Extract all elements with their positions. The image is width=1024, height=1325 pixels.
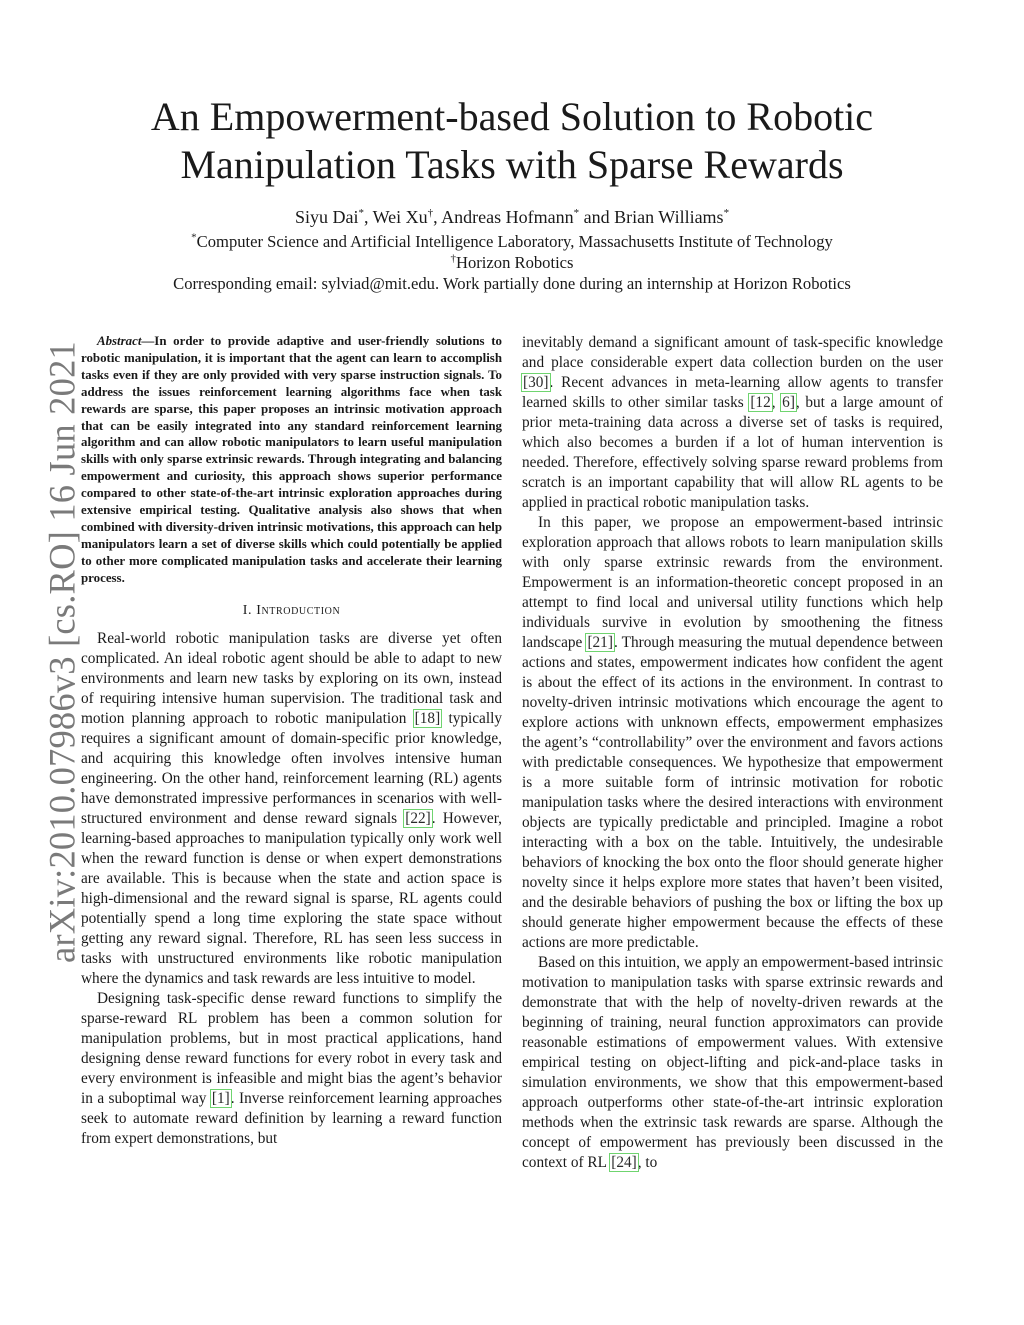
intro-paragraph-3: In this paper, we propose an empowerment-based intrinsic exploration approach that allows robots to learn manipulation skills with only sparse extrinsic rewards from the environment. Empowerment is an information-theoretic concept proposed in an attempt to find local and universal utility functions which help individuals survive in evolution by smoothening the fitness landscape [21]. Through measuring the mutual dependence between actions and states, empowerment indicates how confident the agent is about the effect of its actions in the environment. In contrast to novelty-driven intrinsic motivations which encourage the agent to explore actions with unknown effects, empowerment emphasizes the agent’s “controllability” over the environment and favors actions with predictable consequences. We hypothesize that empowerment is a more suitable form of intrinsic motivation for robotic manipulation tasks where the desired interactions with environment objects are typically predictable and principled. Imagine a robot interacting with a box on the table. Intuitively, the undesirable behaviors of knocking the box onto the floor should generate higher novelty since it helps explore more states that haven’t been visited, and the desirable behaviors of pushing the box or lifting the box up should generate higher empowerment because the effects of these actions are more predictable. (522, 514, 943, 951)
left-column (81, 333, 502, 1149)
title-line-2: Manipulation Tasks with Sparse Rewards (180, 142, 844, 187)
abstract-text: —In order to provide adaptive and user-friendly solutions to robotic manipulation, it is important that the agent can learn to accomplish tasks even if they are only provided with very sparse instruction signals. To address the issues reinforcement learning algorithms face when task rewards are sparse, this paper proposes an intrinsic motivation approach that can be easily integrated into any standard reinforcement learning algorithm and can allow robotic manipulators to learn useful manipulation skills with only sparse extrinsic rewards. Through integrating and balancing empowerment and curiosity, this approach shows superior performance compared to other state-of-the-art intrinsic exploration approaches during extensive empirical testing. Qualitative analysis also shows that when combined with diversity-driven intrinsic motivations, this approach can help manipulators learn a set of diverse skills which could potentially be applied to other more complicated manipulation tasks and accelerate their learning process. (81, 334, 502, 585)
intro-paragraph-2: Designing task-specific dense reward functions to simplify the sparse-reward RL problem has been a common solution for manipulation problems, but in most practical applications, hand designing dense reward functions for every robot in every task and every environment is infeasible and might bias the agent’s behavior in a suboptimal way [1]. Inverse reinforcement learning approaches seek to automate reward definition by learning a reward function from expert demonstrations, but (81, 989, 502, 1147)
citation-link[interactable]: [22] (405, 809, 431, 827)
paper-title (100, 93, 924, 189)
citation-link[interactable]: [24] (611, 1154, 637, 1171)
corresponding-email: Corresponding email: sylviad@mit.edu. Work partially done during an internship at Horizon Robotics (173, 274, 851, 293)
abstract-label: Abstract (97, 334, 142, 348)
author-list (100, 207, 924, 228)
author-siyu-dai: Siyu Dai (294, 207, 359, 227)
intro-paragraph-1: Real-world robotic manipulation tasks are diverse yet often complicated. An ideal robotic agent should be able to adapt to new environments and learn new tasks by exploring on its own, instead of requiring intensive human supervision. The traditional task and motion planning approach to robotic manipulation [18] typically requires a significant amount of domain-specific prior knowledge, and acquiring this knowledge often involves intensive human engineering. On the other hand, reinforcement learning (RL) agents have demonstrated impressive performances in scenarios with well-structured environment and dense reward signals [22]. However, learning-based approaches to manipulation typically only work well when the reward function is dense or when expert demonstrations are available. This is because when the state and action space is high-dimensional and the reward signal is sparse, RL agents could potentially spend a long time exploring the state space without getting any reward signal. Therefore, RL has seen less success in tasks with unstructured environments like robotic manipulation where the dynamics and task rewards are less intuitive to model. (81, 629, 502, 987)
intro-paragraph-2-continued: inevitably demand a significant amount of task-specific knowledge and place considerable expert data collection burden on the user [30]. Recent advances in meta-learning allow agents to transfer learned skills to other similar tasks [12, 6], but a large amount of prior meta-training data across a diverse set of tasks is required, which also becomes a burden if a lot of human intervention is needed. Therefore, effectively solving sparse reward problems from scratch is an important capability that will allow RL agents to be applied in practical robotic manipulation tasks. (522, 334, 944, 511)
right-column (522, 333, 943, 1173)
intro-paragraph-4: Based on this intuition, we apply an empowerment-based intrinsic motivation to manipulation tasks with sparse extrinsic rewards and demonstrate that with the help of novelty-driven rewards at the beginning of training, neural function approximators can provide reasonable estimations of empowerment values. With extensive empirical testing on object-lifting and pick-and-place tasks in simulation environments, we show that this empowerment-based approach outperforms other state-of-the-art intrinsic exploration methods when the extrinsic task rewards are sparse. Although the concept of empowerment has previously been discussed in the context of RL [24], to (522, 954, 943, 1171)
author-block (100, 207, 924, 294)
affiliation-mit: *Computer Science and Artificial Intelligence Laboratory, Massachusetts Institute of Technology (191, 231, 833, 251)
section-heading-introduction: I. Introduction (242, 602, 341, 618)
citation-link[interactable]: [18] (414, 709, 441, 727)
citation-link[interactable]: [21] (587, 634, 613, 651)
affiliation-mark: * (723, 207, 730, 219)
affiliation-mark: * (358, 207, 364, 219)
author-wei-xu: , Wei Xu (363, 207, 428, 227)
affiliation-mark: † (450, 252, 456, 265)
citation-link[interactable]: [30] (523, 374, 549, 391)
affiliation-mark: * (573, 207, 580, 219)
affiliation-mark: † (427, 207, 434, 219)
author-andreas-hofmann: , Andreas Hofmann (433, 207, 574, 227)
citation-link[interactable]: [12 (750, 394, 771, 411)
affiliation-mark: * (191, 231, 197, 244)
citation-link[interactable]: 6] (782, 394, 795, 411)
arxiv-identifier-stamp: arXiv:2010.07986v3 [cs.RO] 16 Jun 2021 (41, 341, 83, 963)
title-line-1: An Empowerment-based Solution to Robotic (150, 94, 874, 139)
affiliation-horizon: †Horizon Robotics (450, 252, 574, 272)
citation-link[interactable]: [1] (211, 1089, 230, 1107)
abstract (81, 333, 502, 587)
author-brian-williams: and Brian Williams (579, 207, 724, 227)
